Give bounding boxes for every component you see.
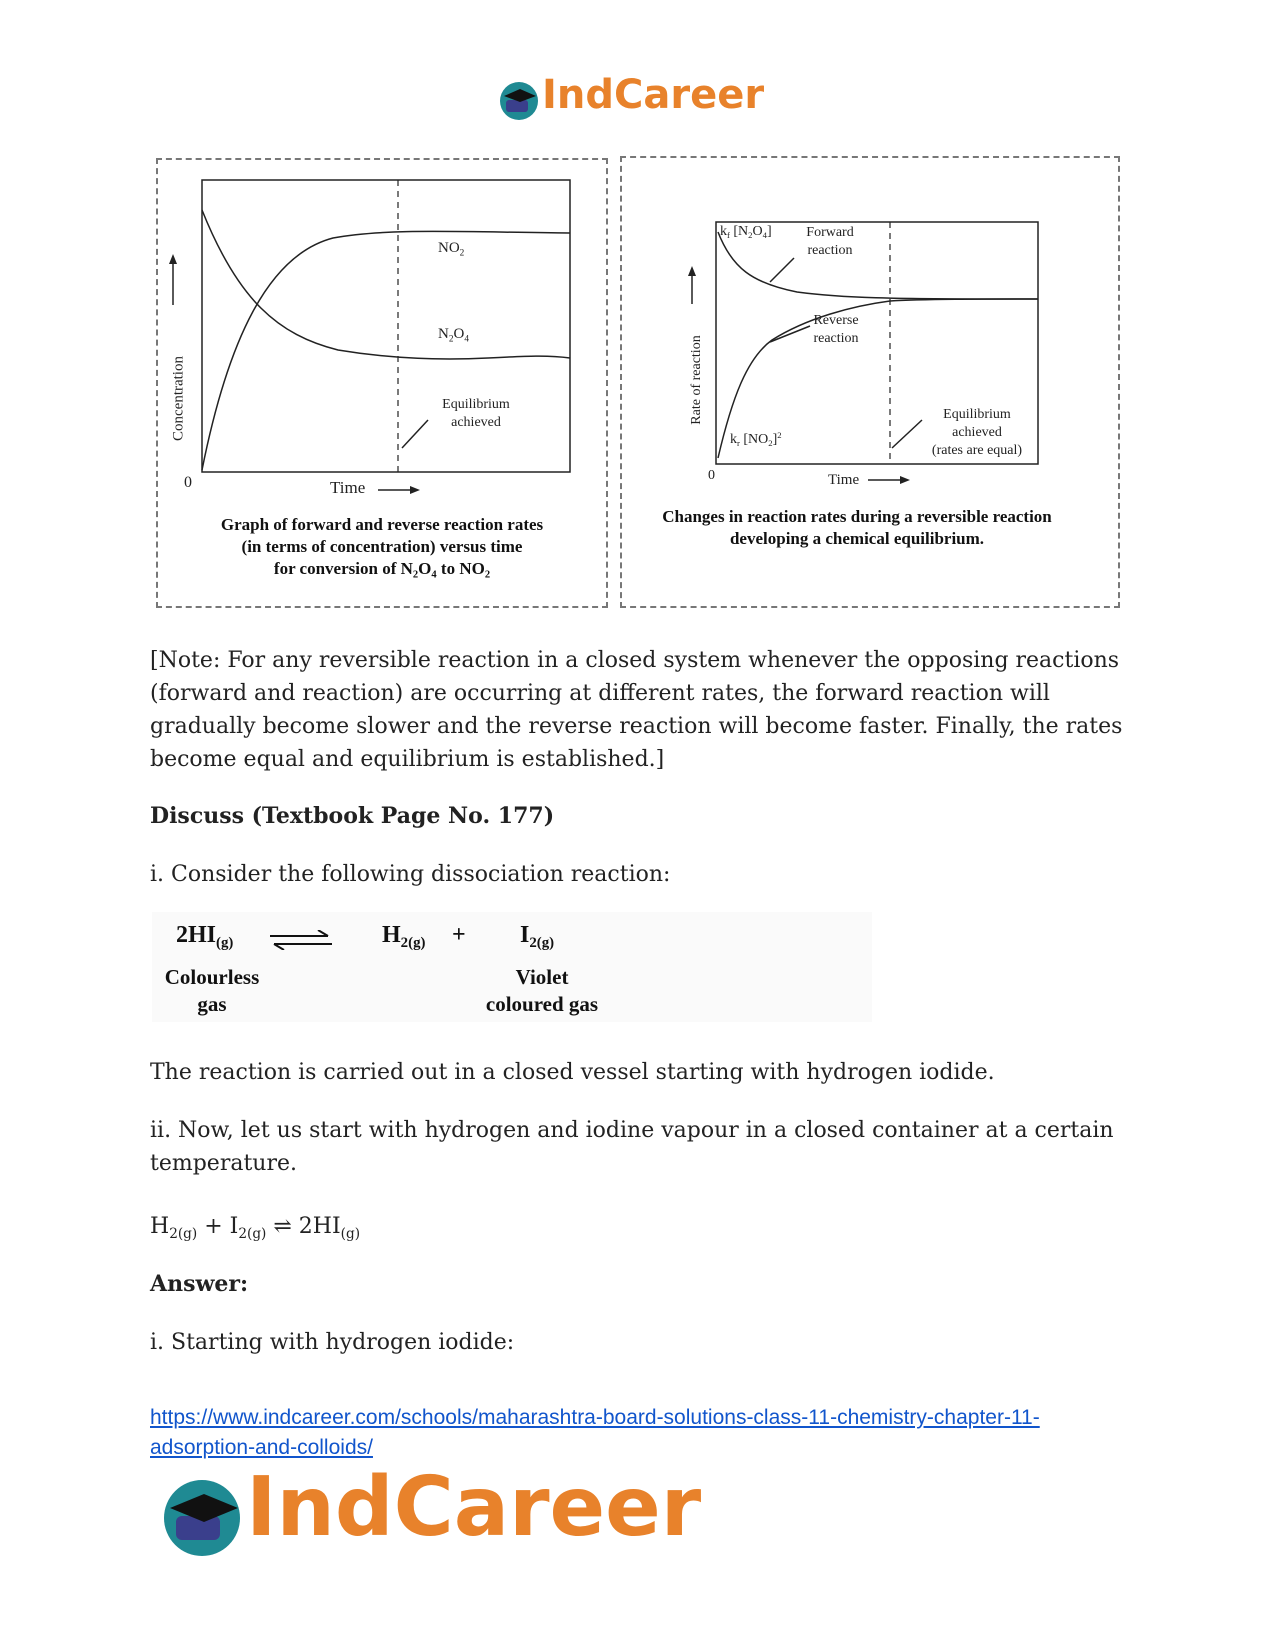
footer-logo — [160, 1460, 720, 1572]
right-xlabel: Time — [828, 472, 860, 488]
forward-reaction-label: Forward reaction — [806, 225, 854, 258]
answer-heading: Answer: — [150, 1271, 249, 1297]
item-i-text: i. Consider the following dissociation reaction: — [150, 862, 671, 887]
figure-right-panel — [620, 156, 1120, 608]
footer-link[interactable]: https://www.indcareer.com/schools/maharashtra-board-solutions-class-11-chemistry-chapter-11- adsorption-and-colloids/ — [150, 1406, 1040, 1459]
right-ylabel: Rate of reaction — [689, 335, 704, 425]
label-kr: $k_r$ $[NO_2]^2$ — [730, 429, 782, 449]
equation-h2-i2: $H_{2(g)} + I_{2(g)}$ ⇌ $2HI_{(g)}$ — [150, 1214, 361, 1242]
reactant-hi: $2HI_{(g)}$ — [176, 922, 234, 952]
footer-logo-text: IndCareer — [246, 1460, 702, 1555]
equilibrium-arrow-icon — [268, 930, 334, 950]
violet-gas-label: Violet coloured gas — [485, 965, 599, 1016]
label-n2o4: $N_2O_4$ — [438, 326, 469, 345]
product-i2: $I_{2(g)}$ — [520, 922, 555, 952]
header-logo — [498, 72, 778, 128]
graduation-cap-logo-icon — [160, 1476, 244, 1560]
left-origin: 0 — [184, 474, 192, 491]
note-paragraph: [Note: For any reversible reaction in a closed system whenever the opposing reactions (forward and reaction) are occurring at different rates, the forward reaction will gradually become slower and the reverse reaction will become faster. Finally, the rates become equal and equilibrium is established.] — [150, 648, 1123, 772]
answer-i-text: i. Starting with hydrogen iodide: — [150, 1330, 515, 1355]
left-ylabel: Concentration — [170, 356, 187, 441]
figure-left-panel — [156, 158, 608, 608]
dissociation-reaction-image — [152, 912, 872, 1022]
right-caption: Changes in reaction rates during a reversible reaction developing a chemical equilibrium. — [662, 507, 1052, 548]
graduation-cap-logo-icon — [498, 80, 540, 122]
no2-curve — [202, 231, 570, 470]
discuss-heading: Discuss (Textbook Page No. 177) — [150, 803, 555, 829]
item-ii-text: ii. Now, let us start with hydrogen and iodine vapour in a closed container at a certain temperature. — [150, 1118, 1114, 1176]
left-caption: Graph of forward and reverse reaction rates (in terms of concentration) versus time for conversion of $N_2O_4$ to $NO_2$ — [220, 515, 544, 581]
right-equilibrium-label: Equilibrium achieved (rates are equal) — [931, 407, 1023, 458]
reverse-reaction-label: Reverse reaction — [813, 313, 859, 346]
right-origin: 0 — [708, 468, 715, 483]
product-h2: $H_{2(g)}$ — [382, 922, 426, 952]
left-xlabel: Time — [330, 478, 366, 497]
logo-text: IndCareer — [542, 72, 765, 118]
forward-rate-curve — [718, 232, 1038, 299]
plus-sign: + — [452, 922, 466, 948]
colourless-gas-label: Colourless gas — [164, 965, 260, 1016]
vessel-text: The reaction is carried out in a closed vessel starting with hydrogen iodide. — [150, 1060, 995, 1085]
label-kf: $k_f$ $[N_2O_4]$ — [720, 224, 772, 241]
label-no2: $NO_2$ — [438, 240, 465, 259]
left-equilibrium-label: Equilibrium achieved — [442, 397, 510, 430]
